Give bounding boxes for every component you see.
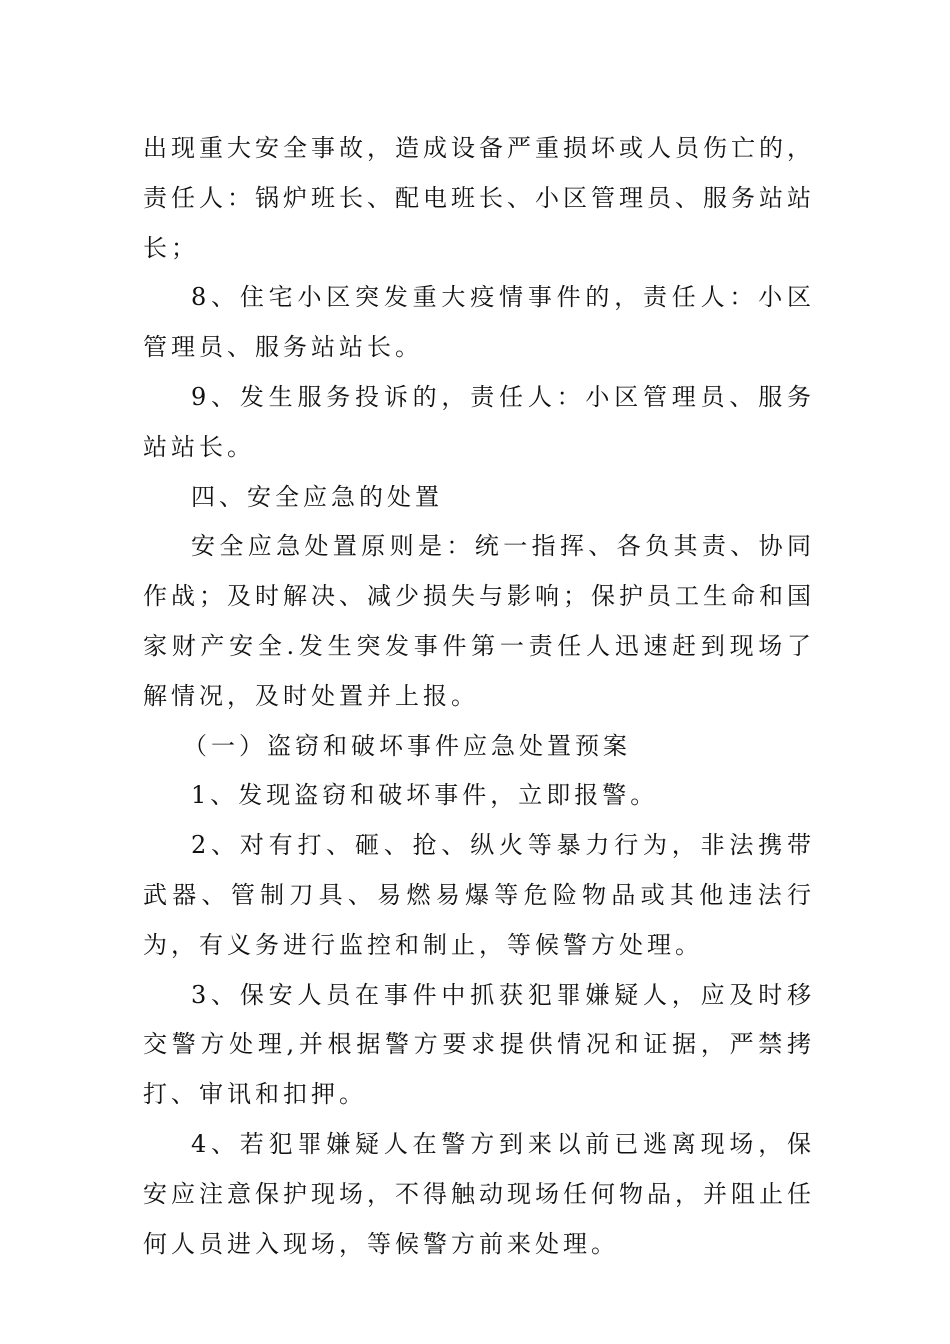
paragraph-item-9: 9、发生服务投诉的，责任人：小区管理员、服务站站长。 — [143, 382, 815, 461]
paragraph-step-1: 1、发现盗窃和破坏事件，立即报警。 — [191, 781, 659, 810]
paragraph-item-8: 8、住宅小区突发重大疫情事件的，责任人：小区管理员、服务站站长。 — [143, 283, 815, 362]
subsection-heading-1: （一）盗窃和破坏事件应急处置预案 — [183, 731, 631, 760]
paragraph-step-3: 3、保安人员在事件中抓获犯罪嫌疑人，应及时移交警方处理,并根据警方要求提供情况和证据，严禁拷打、审讯和扣押。 — [143, 980, 815, 1109]
paragraph-step-2: 2、对有打、砸、抢、纵火等暴力行为，非法携带武器、管制刀具、易燃易爆等危险物品或其他违法行为，有义务进行监控和制止，等候警方处理。 — [143, 831, 815, 959]
paragraph-principles: 安全应急处置原则是：统一指挥、各负其责、协同作战；及时解决、减少损失与影响；保护员工生命和国家财产安全.发生突发事件第一责任人迅速赶到现场了解情况，及时处置并上报。 — [143, 532, 815, 710]
paragraph-step-4: 4、若犯罪嫌疑人在警方到来以前已逃离现场，保安应注意保护现场，不得触动现场任何物品，并阻止任何人员进入现场，等候警方前来处理。 — [143, 1129, 815, 1258]
paragraph-continuation: 出现重大安全事故，造成设备严重损坏或人员伤亡的，责任人：锅炉班长、配电班长、小区管理员、服务站站长； — [143, 134, 815, 262]
document-body — [143, 124, 815, 1269]
section-heading-4: 四、安全应急的处置 — [191, 482, 443, 511]
